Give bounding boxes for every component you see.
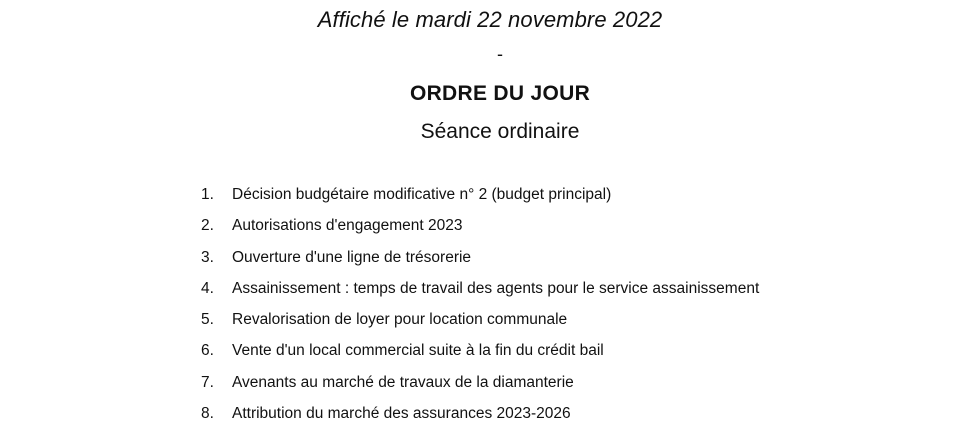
agenda-item-text: Ouverture d'une ligne de trésorerie <box>232 248 472 266</box>
agenda-item-text: Attribution du marché des assurances 2023-2026 <box>232 405 571 423</box>
agenda-item-number: 1. <box>201 186 214 203</box>
agenda-item-text: Décision budgétaire modificative n° 2 (budget principal) <box>232 186 612 203</box>
agenda-item-text: Revalorisation de loyer pour location communale <box>232 311 568 329</box>
agenda-item-number: 8. <box>201 405 214 423</box>
separator-dash: - <box>497 44 503 64</box>
agenda-item-number: 2. <box>201 217 214 235</box>
agenda-item-number: 5. <box>201 311 214 329</box>
agenda-item-text: Autorisations d'engagement 2023 <box>232 217 463 235</box>
session-type: Séance ordinaire <box>420 120 580 143</box>
agenda-list <box>201 182 759 432</box>
posted-date: Affiché le mardi 22 novembre 2022 <box>317 7 663 32</box>
agenda-item <box>201 401 759 432</box>
agenda-item-number: 4. <box>201 279 214 297</box>
agenda-item-text: Assainissement : temps de travail des agents pour le service assainissement <box>232 279 760 297</box>
agenda-item <box>201 213 759 244</box>
agenda-item-number: 3. <box>201 248 214 266</box>
agenda-item <box>201 245 759 276</box>
agenda-item-number: 6. <box>201 342 214 360</box>
agenda-item <box>201 276 759 307</box>
agenda-item <box>201 307 759 338</box>
agenda-item-text: Avenants au marché de travaux de la diamanterie <box>232 373 574 391</box>
agenda-item <box>201 182 759 213</box>
agenda-item <box>201 370 759 401</box>
agenda-item-text: Vente d'un local commercial suite à la fin du crédit bail <box>232 342 604 360</box>
agenda-item <box>201 338 759 369</box>
agenda-item-number: 7. <box>201 373 214 391</box>
agenda-title: ORDRE DU JOUR <box>409 82 591 105</box>
